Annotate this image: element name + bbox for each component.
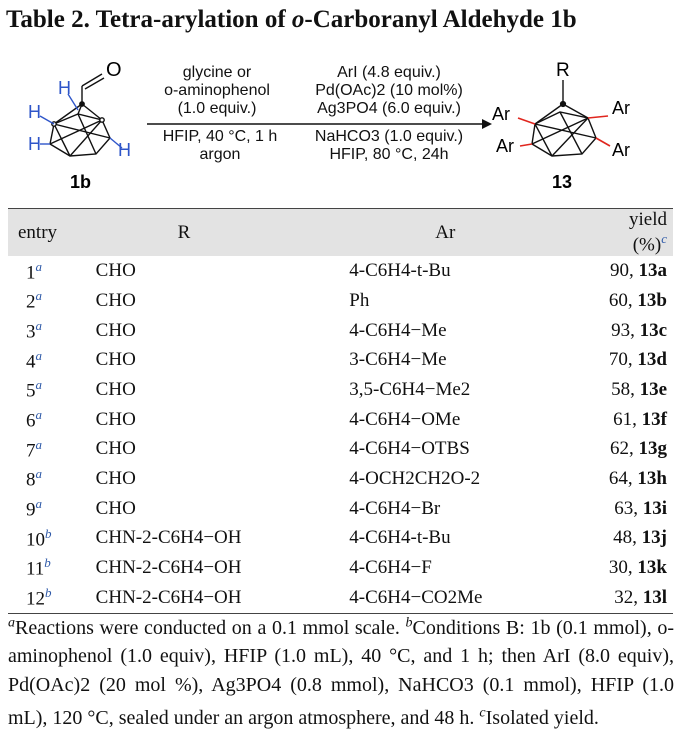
condition-line: Ag3PO4 (6.0 equiv.) — [317, 100, 461, 117]
footnote-a-text: Reactions were conducted on a 0.1 mmol scale. — [15, 616, 406, 639]
footnote-mark: b — [45, 585, 52, 601]
cell-ar: 4-C6H4−F — [349, 557, 432, 579]
condition-line: HFIP, 80 °C, 24h — [329, 146, 449, 163]
header-entry: entry — [8, 209, 96, 257]
entry-number: 2 — [26, 291, 36, 313]
reaction-scheme — [0, 52, 681, 210]
condition-line: o-aminophenol — [164, 82, 270, 99]
footnote-mark: a — [8, 615, 15, 630]
cage-bond — [70, 120, 102, 156]
yield-value: 62 — [610, 438, 629, 460]
compound-id: 13k — [637, 557, 667, 579]
cell-entry — [8, 524, 96, 554]
results-table — [8, 208, 673, 614]
ar-label: Ar — [492, 104, 510, 124]
cell-ar: 4-C6H4−Me — [349, 319, 447, 341]
cell-yield: 62, 13g — [610, 438, 667, 460]
cage-carbon — [100, 118, 104, 122]
step1-conditions-bottom — [150, 128, 290, 164]
title-italic: o — [291, 6, 305, 33]
table-row — [8, 464, 673, 494]
footnote-mark: a — [35, 317, 42, 333]
compound-id: 13g — [638, 438, 667, 460]
entry-number: 5 — [26, 380, 36, 402]
footnote-mark: a — [35, 436, 42, 452]
header-yield-label: yield (%) — [629, 209, 667, 256]
oxygen-label: O — [106, 59, 122, 81]
yield-value: 64 — [608, 467, 628, 489]
header-ar: Ar — [349, 209, 609, 257]
cell-r: CHN-2-C6H4−OH — [95, 557, 242, 579]
yield-value: 58 — [611, 378, 631, 400]
cell-yield: 63, 13i — [614, 497, 667, 519]
cell-yield: 58, 13e — [611, 378, 667, 400]
yield-value: 93 — [611, 319, 631, 341]
condition-line: NaHCO3 (1.0 equiv.) — [314, 128, 464, 145]
condition-line: HFIP, 40 °C, 1 h — [162, 128, 278, 145]
cell-r: CHN-2-C6H4−OH — [95, 527, 242, 549]
table-row — [8, 256, 673, 286]
entry-number: 3 — [26, 321, 36, 343]
cell-ar: 4-C6H4−OTBS — [349, 438, 470, 460]
cage-carbon — [561, 102, 566, 107]
step2-conditions-bottom — [298, 128, 480, 164]
entry-number: 6 — [26, 410, 36, 432]
cell-r: CHO — [95, 378, 136, 400]
cell-entry — [8, 316, 96, 346]
table-body — [8, 256, 673, 613]
entry-number: 8 — [26, 469, 36, 491]
h-bond — [40, 116, 54, 124]
table-row — [8, 553, 673, 583]
table-row — [8, 316, 673, 346]
compound-id: 13c — [639, 319, 667, 341]
footnote-mark: a — [35, 377, 42, 393]
cell-ar: 4-OCH2CH2O-2 — [349, 467, 481, 489]
footnote-mark: b — [45, 525, 52, 541]
cage-carbon — [80, 102, 84, 106]
title-prefix: Table 2. Tetra-arylation of — [6, 6, 292, 33]
ar-label: Ar — [496, 136, 514, 156]
cell-ar: Ph — [349, 289, 370, 311]
aryl-bond — [596, 138, 610, 146]
footnote-mark: a — [35, 466, 42, 482]
cage-bond — [560, 112, 582, 154]
cell-r: CHO — [95, 438, 136, 460]
aldehyde-double-bond — [85, 78, 104, 89]
yield-value: 63 — [614, 497, 634, 519]
table-footnotes — [8, 609, 674, 732]
cell-r: CHO — [95, 349, 136, 371]
cell-ar: 4-C6H4-t-Bu — [349, 527, 451, 549]
entry-number: 7 — [26, 439, 36, 461]
compound-id: 13b — [637, 289, 667, 311]
table-row — [8, 286, 673, 316]
footnote-c-text: Isolated yield. — [485, 706, 599, 729]
cell-r: CHO — [95, 408, 136, 430]
cage-bond — [552, 118, 588, 156]
compound-id: 13l — [642, 586, 667, 608]
table-row — [8, 405, 673, 435]
compound-label-13: 13 — [552, 172, 573, 192]
cell-yield: 32, 13l — [609, 583, 673, 613]
condition-line: Pd(OAc)2 (10 mol%) — [315, 82, 463, 99]
yield-value: 48 — [613, 527, 633, 549]
cell-entry — [8, 345, 96, 375]
header-r: R — [96, 209, 350, 257]
condition-line: (1.0 equiv.) — [177, 100, 257, 117]
cell-yield: 64, 13h — [608, 467, 667, 489]
compound-id: 13e — [639, 378, 667, 400]
cell-r: CHO — [95, 467, 136, 489]
cell-entry — [8, 286, 96, 316]
cell-entry — [8, 256, 96, 286]
entry-number: 9 — [26, 499, 36, 521]
ar-label: Ar — [612, 140, 630, 160]
footnote-mark: a — [35, 496, 42, 511]
hydrogen-label: H — [118, 140, 131, 160]
r-label: R — [556, 60, 570, 81]
footnote-mark: b — [44, 555, 51, 571]
cell-yield: 93, 13c — [611, 319, 667, 341]
table-row — [8, 345, 673, 375]
cell-entry — [8, 553, 96, 583]
cell-r: CHO — [95, 260, 136, 282]
cell-ar: 4-C6H4-t-Bu — [349, 260, 451, 282]
title-suffix: -Carboranyl Aldehyde 1b — [304, 6, 577, 33]
footnote-mark: a — [35, 406, 42, 422]
cage-bond — [535, 104, 563, 124]
compound-id: 13j — [641, 527, 667, 549]
cell-entry — [8, 434, 96, 464]
table-row — [8, 375, 673, 405]
cell-yield: 90, 13a — [610, 260, 667, 282]
footnote-c — [479, 707, 599, 729]
cell-yield: 30, 13k — [608, 557, 667, 579]
cell-r: CHN-2-C6H4−OH — [96, 583, 350, 613]
yield-value: 30 — [608, 557, 628, 579]
entry-number: 12 — [26, 588, 45, 610]
step2-conditions-top — [298, 64, 480, 118]
table-row — [8, 494, 673, 524]
entry-number: 4 — [26, 350, 36, 372]
aryl-bond — [520, 144, 532, 146]
cell-entry — [8, 494, 96, 524]
footnote-mark: c — [479, 705, 486, 721]
table-row — [8, 524, 673, 554]
cell-r: CHO — [95, 319, 136, 341]
footnote-mark: c — [661, 231, 667, 246]
table-title — [6, 6, 577, 34]
cell-yield: 70, 13d — [608, 349, 667, 371]
footnote-mark: a — [35, 258, 42, 274]
arrow-head — [482, 119, 492, 129]
ar-label: Ar — [612, 98, 630, 118]
footnote-b-text: Conditions B: 1b (0.1 mmol), o-aminophenol (1.0 equiv), HFIP (1.0 mL), 40 °C, and 1 h; then ArI (8.0 equiv), Pd(OAc)2 (20 mol %), Ag3PO4 (0.8 mmol), NaHCO3 (0.1 mmol), HFIP (1.0 mL), 120 °C, sealed under an argon atmosphere, and 48 h. — [8, 616, 675, 729]
compound-id: 13i — [642, 497, 667, 519]
table-row — [8, 434, 673, 464]
cell-ar: 3-C6H4−Me — [349, 349, 447, 371]
aryl-bond — [588, 116, 608, 118]
cell-r: CHO — [95, 289, 136, 311]
cell-ar: 4-C6H4−OMe — [349, 408, 461, 430]
yield-value: 32 — [614, 586, 634, 608]
cell-entry — [8, 375, 96, 405]
cell-ar: 4-C6H4−Br — [349, 497, 441, 519]
aryl-bond — [518, 118, 535, 124]
yield-value: 60 — [608, 289, 628, 311]
hydrogen-label: H — [28, 134, 41, 154]
hydrogen-label: H — [58, 78, 71, 98]
condition-line: ArI (4.8 equiv.) — [337, 64, 441, 81]
header-yield — [609, 209, 673, 257]
cage-bond — [535, 124, 596, 138]
condition-line: argon — [199, 146, 241, 163]
yield-value: 61 — [613, 408, 633, 430]
footnote-mark: a — [35, 288, 42, 304]
footnote-mark: a — [35, 347, 42, 363]
entry-number: 1 — [26, 261, 36, 283]
footnote-mark: b — [405, 615, 413, 630]
table-header-row — [8, 209, 673, 257]
compound-label-1b: 1b — [70, 172, 92, 192]
cell-entry — [8, 405, 96, 435]
footnote-a — [8, 617, 406, 639]
cell-ar: 4-C6H4−CO2Me — [349, 583, 609, 613]
entry-number: 10 — [26, 529, 45, 551]
cell-yield: 60, 13b — [608, 289, 667, 311]
cell-yield: 48, 13j — [613, 527, 667, 549]
compound-id: 13d — [637, 349, 667, 371]
cage-bond — [54, 124, 110, 138]
hydrogen-label: H — [28, 102, 41, 122]
cell-ar: 3,5-C6H4−Me2 — [349, 378, 471, 400]
condition-line: glycine or — [182, 64, 252, 81]
step1-conditions-top — [147, 64, 287, 118]
compound-id: 13h — [637, 467, 667, 489]
entry-number: 11 — [26, 558, 45, 580]
cell-entry — [8, 464, 96, 494]
carborane-13-structure — [532, 80, 596, 156]
compound-id: 13a — [638, 260, 667, 282]
yield-value: 90 — [610, 260, 629, 282]
cell-r: CHO — [95, 497, 136, 519]
cell-yield: 61, 13f — [613, 408, 667, 430]
compound-id: 13f — [641, 408, 667, 430]
yield-value: 70 — [608, 349, 628, 371]
